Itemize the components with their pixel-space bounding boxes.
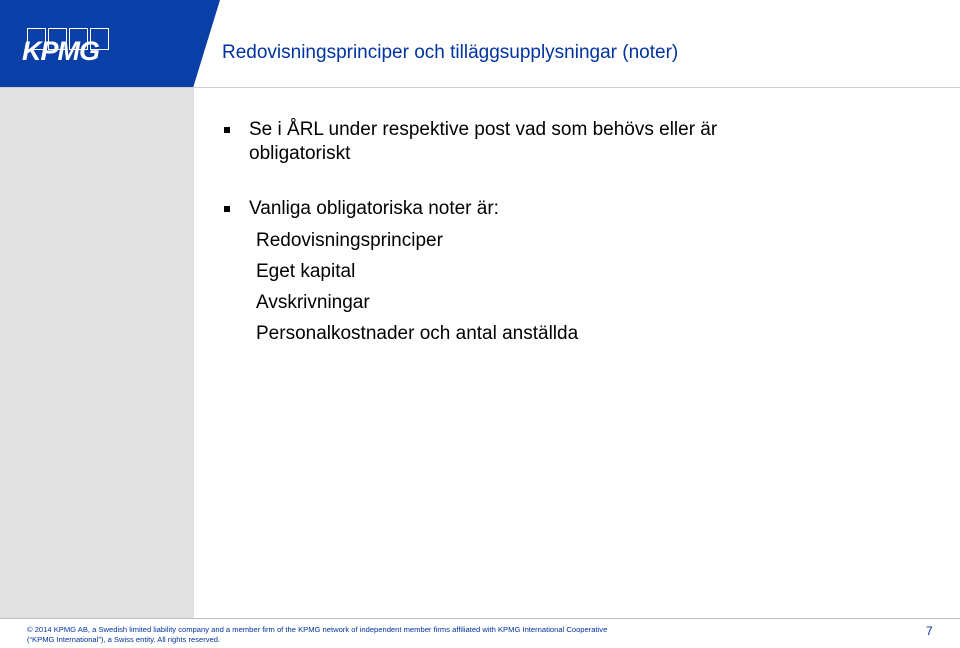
note-item-accounting-principles: Redovisningsprinciper — [256, 230, 443, 251]
square-bullet-icon — [224, 206, 230, 212]
page-number: 7 — [926, 624, 933, 638]
slide-content — [221, 118, 921, 353]
page-title: Redovisningsprinciper och tilläggsupplysningar (noter) — [222, 42, 679, 63]
note-item-equity: Eget kapital — [256, 261, 356, 282]
note-item-personnel-costs: Personalkostnader och antal anställda — [256, 323, 579, 344]
footer-divider — [0, 618, 960, 619]
note-item-depreciation: Avskrivningar — [256, 292, 370, 313]
bullet-item-2 — [221, 197, 921, 221]
left-gray-band — [0, 88, 194, 618]
bullet-text: Se i ÅRL under respektive post vad som behövs eller är obligatoriskt — [249, 119, 718, 164]
kpmg-logo-block — [0, 0, 220, 88]
bullet-item-1 — [221, 118, 921, 166]
square-bullet-icon — [224, 127, 230, 133]
bullet-text: Vanliga obligatoriska noter är: — [249, 198, 499, 219]
kpmg-logo: KPMG — [22, 36, 99, 66]
copyright-line-2: (“KPMG International”), a Swiss entity. All rights reserved. — [27, 634, 221, 644]
copyright-line-1: © 2014 KPMG AB, a Swedish limited liability company and a member firm of the KPMG network of independent member firms affiliated with KPMG International Cooperative — [27, 625, 608, 634]
footer-copyright — [27, 625, 647, 644]
note-list — [256, 229, 921, 353]
